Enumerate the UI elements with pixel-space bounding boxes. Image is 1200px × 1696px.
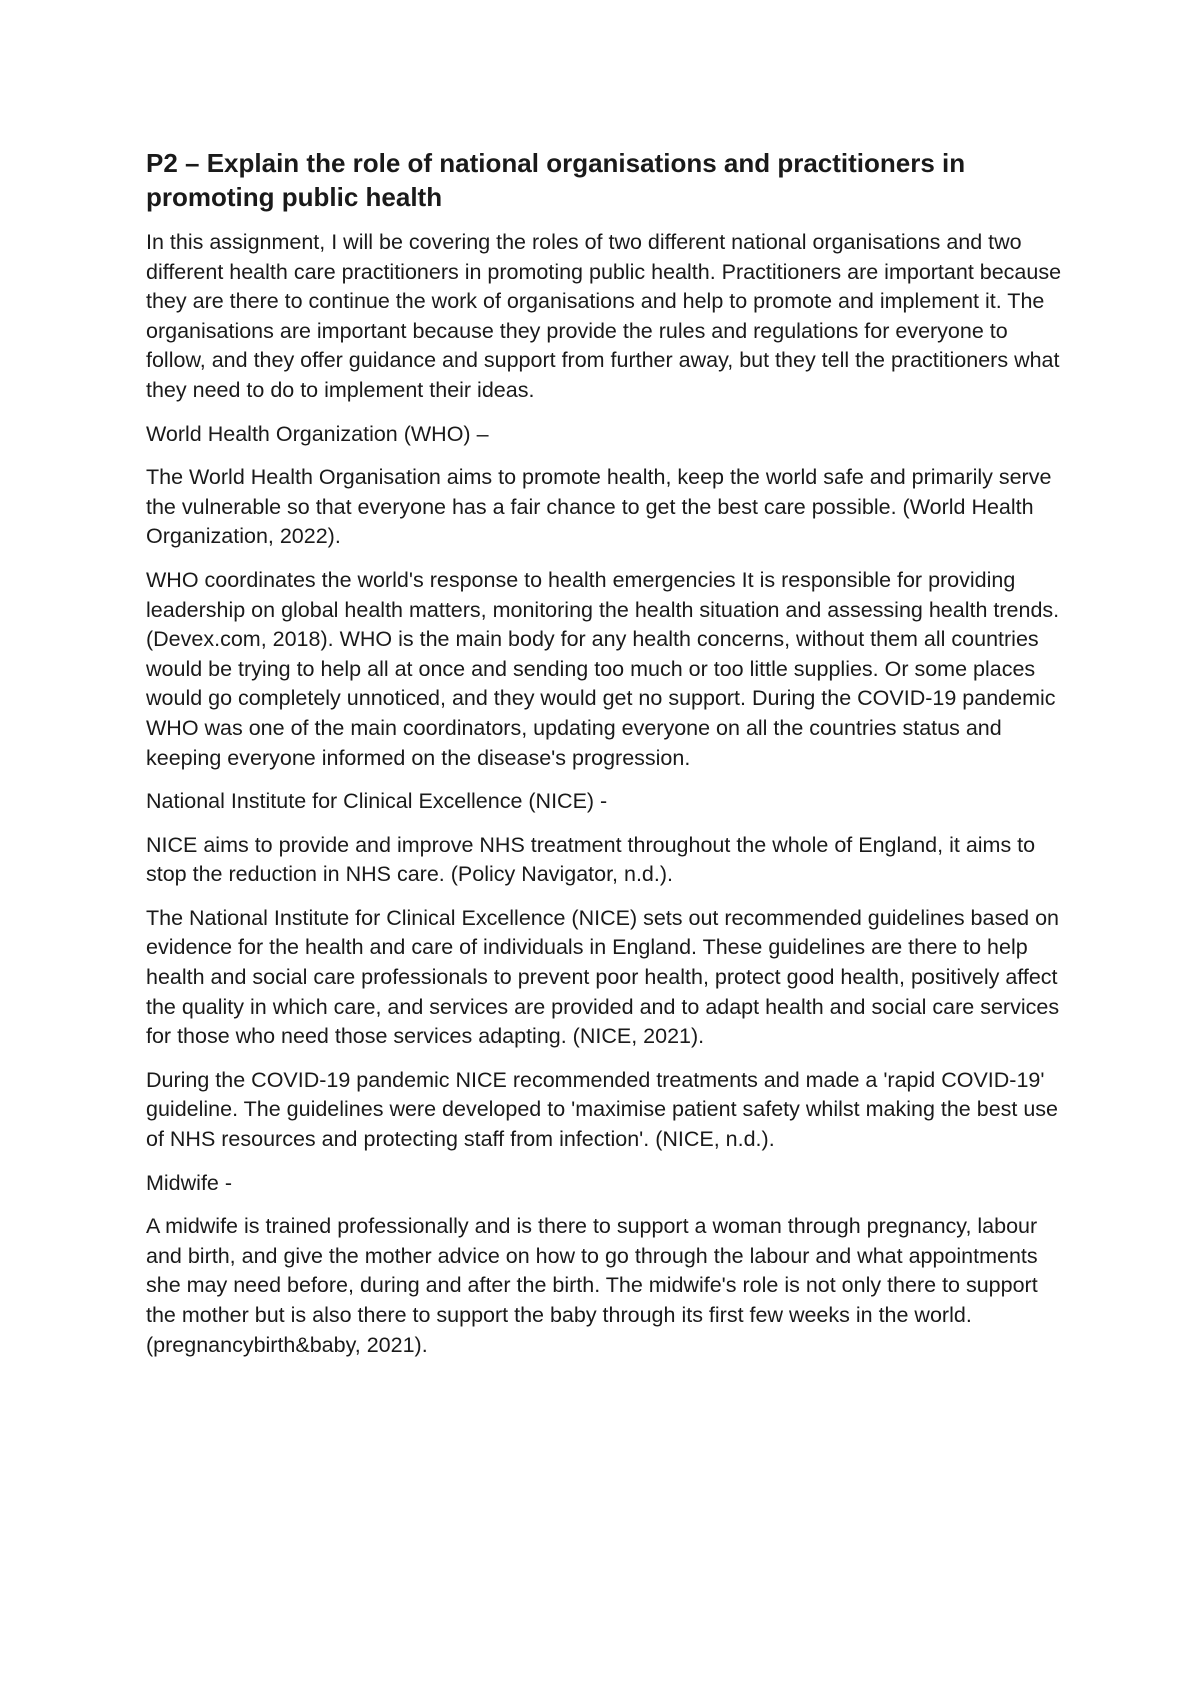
nice-paragraph-1: NICE aims to provide and improve NHS treatment throughout the whole of England, it aims to stop the reduction in NHS care. (Policy Navigator, n.d.). — [146, 832, 1036, 887]
who-paragraph-1: The World Health Organisation aims to promote health, keep the world safe and primarily serve the vulnerable so that everyone has a fair chance to get the best care possible. (World Health Organization, 2022). — [146, 465, 1052, 549]
midwife-heading: Midwife - — [146, 1170, 233, 1195]
nice-heading: National Institute for Clinical Excellence (NICE) - — [146, 789, 608, 814]
document-page — [146, 146, 1066, 1374]
nice-paragraph-2: The National Institute for Clinical Excellence (NICE) sets out recommended guidelines based on evidence for the health and care of individuals in England. These guidelines are there to help health and social care professionals to prevent poor health, protect good health, positively affect the quality in which care, and services are provided and to adapt health and social care services for those who need those services adapting. (NICE, 2021). — [146, 905, 1060, 1049]
document-title: P2 – Explain the role of national organisations and practitioners in promoting public health — [146, 148, 966, 212]
midwife-paragraph-1: A midwife is trained professionally and is there to support a woman through pregnancy, labour and birth, and give the mother advice on how to go through the labour and what appointments she may need before, during and after the birth. The midwife's role is not only there to support the mother but is also there to support the baby through its first few weeks in the world. (pregnancybirth&baby, 2021). — [146, 1214, 1038, 1357]
who-paragraph-2: WHO coordinates the world's response to health emergencies It is responsible for providing leadership on global health matters, monitoring the health situation and assessing health trends. (Devex.com, 2018). WHO is the main body for any health concerns, without them all countries would be trying to help all at once and sending too much or too little supplies. Or some places would go completely unnoticed, and they would get no support. During the COVID-19 pandemic WHO was one of the main coordinators, updating everyone on all the countries status and keeping everyone informed on the disease's progression. — [146, 567, 1060, 770]
nice-paragraph-3: During the COVID-19 pandemic NICE recommended treatments and made a 'rapid COVID-19' guideline. The guidelines were developed to 'maximise patient safety whilst making the best use of NHS resources and protecting staff from infection'. (NICE, n.d.). — [146, 1067, 1059, 1152]
intro-paragraph: In this assignment, I will be covering the roles of two different national organisations and two different health care practitioners in promoting public health. Practitioners are important because they are there to continue the work of organisations and help to promote and implement it. The organisations are important because they provide the rules and regulations for everyone to follow, and they offer guidance and support from further away, but they tell the practitioners what they need to do to implement their ideas. — [146, 230, 1062, 402]
who-heading: World Health Organization (WHO) – — [146, 421, 489, 446]
